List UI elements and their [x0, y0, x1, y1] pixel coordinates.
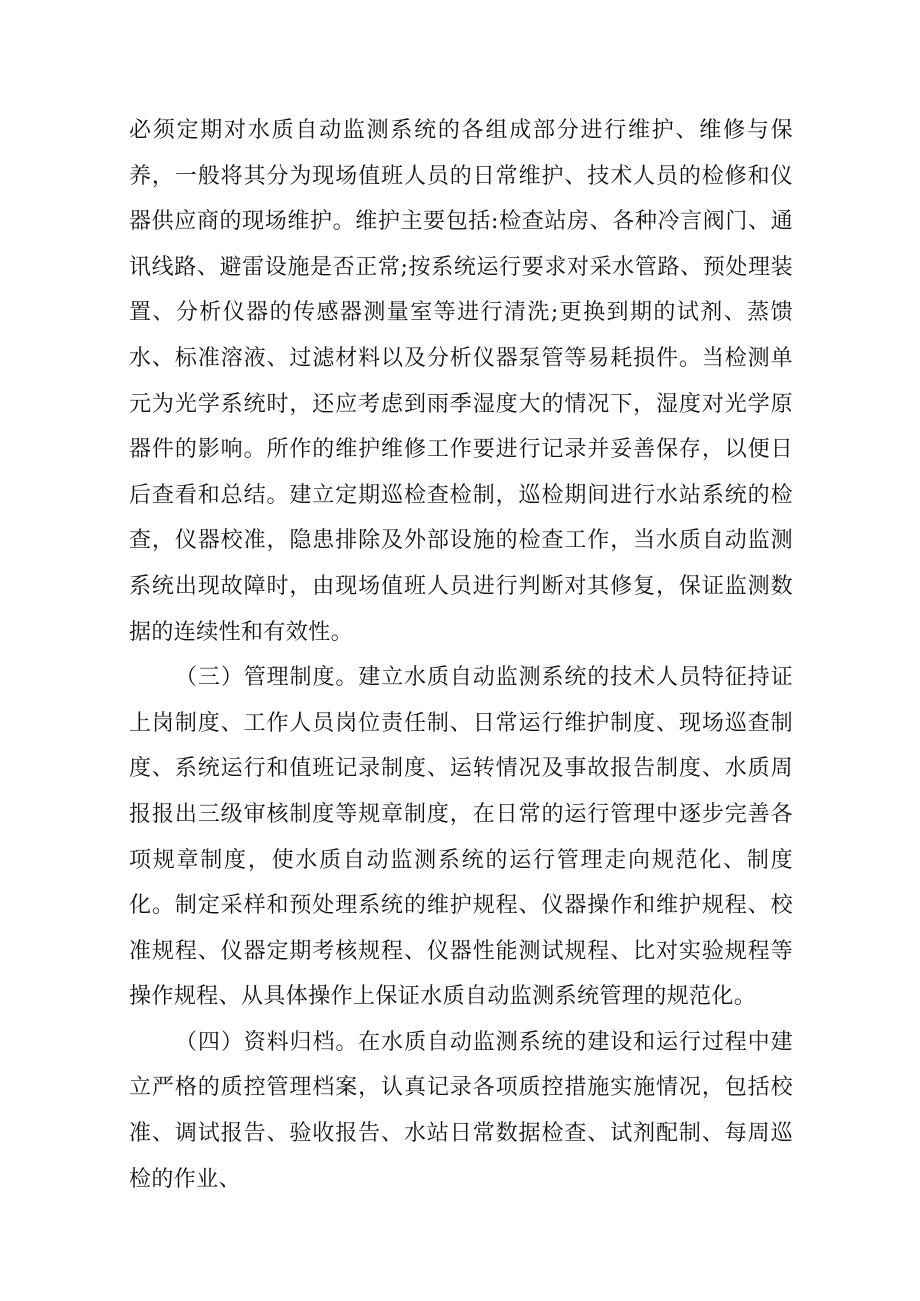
- paragraph-management-system: （三）管理制度。建立水质自动监测系统的技术人员特征持证上岗制度、工作人员岗位责任制、日常运行维护制度、现场巡查制度、系统运行和值班记录制度、运转情况及事故报告制度、水质周报报出三级审核制度等规章制度，在日常的运行管理中逐步完善各项规章制度，使水质自动监测系统的运行管理走向规范化、制度化。制定采样和预处理系统的维护规程、仪器操作和维护规程、校准规程、仪器定期考核规程、仪器性能测试规程、比对实验规程等操作规程、从具体操作上保证水质自动监测系统管理的规范化。: [129, 665, 793, 1010]
- paragraph-maintenance: 必须定期对水质自动监测系统的各组成部分进行维护、维修与保养，一般将其分为现场值班人员的日常维护、技术人员的检修和仪器供应商的现场维护。维护主要包括:检查站房、各种冷言阀门、通讯线路、避雷设施是否正常;按系统运行要求对采水管路、预处理装置、分析仪器的传感器测量室等进行清洗;更换到期的试剂、蒸馈水、标准溶液、过滤材料以及分析仪器泵管等易耗损件。当检测单元为光学系统时，还应考虑到雨季湿度大的情况下，湿度对光学原器件的影响。所作的维护维修工作要进行记录并妥善保存，以便日后查看和总结。建立定期巡检查检制，巡检期间进行水站系统的检查，仪器校准，隐患排除及外部设施的检查工作，当水质自动监测系统出现故障时，由现场值班人员进行判断对其修复，保证监测数据的连续性和有效性。: [129, 118, 793, 645]
- document-body: [129, 108, 793, 1202]
- paragraph-archiving: （四）资料归档。在水质自动监测系统的建设和运行过程中建立严格的质控管理档案，认真记录各项质控措施实施情况，包括校准、调试报告、验收报告、水站日常数据检查、试剂配制、每周巡检的作业、: [129, 1029, 793, 1192]
